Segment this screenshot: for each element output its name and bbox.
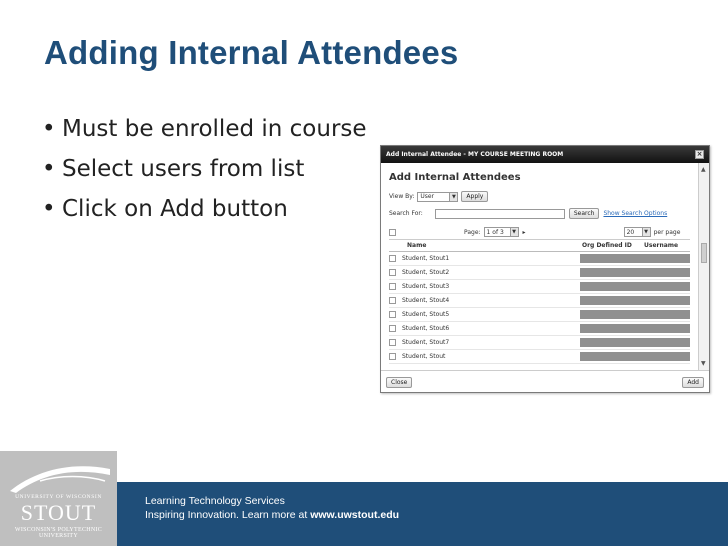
logo-stout: STOUT [20, 500, 97, 525]
next-page-icon[interactable]: ▸ [522, 228, 526, 236]
row-checkbox[interactable] [389, 339, 396, 346]
table-row[interactable]: Student, Stout [389, 350, 690, 364]
footer-tagline: Inspiring Innovation. Learn more at www.uwstout.edu [145, 509, 400, 521]
close-button[interactable]: Close [386, 377, 412, 388]
bullet-list [42, 112, 372, 232]
search-input[interactable] [435, 209, 565, 219]
footer-band [117, 482, 728, 546]
scroll-down-icon[interactable]: ▼ [701, 360, 706, 367]
table-row[interactable]: Student, Stout4 [389, 294, 690, 308]
chevron-down-icon: ▼ [642, 228, 650, 236]
add-attendee-dialog-screenshot [380, 145, 710, 393]
row-checkbox[interactable] [389, 255, 396, 262]
swoosh-logo-icon [0, 451, 117, 496]
table-row[interactable]: Student, Stout5 [389, 308, 690, 322]
org-id-cell [580, 282, 690, 291]
org-id-cell [580, 324, 690, 333]
row-checkbox[interactable] [389, 269, 396, 276]
scroll-thumb[interactable] [701, 243, 707, 263]
view-by-label: View By: [389, 193, 415, 200]
bullet-item: • Click on Add button [42, 196, 288, 222]
page-select[interactable]: 1 of 3 ▼ [484, 227, 519, 237]
search-for-label: Search For: [389, 210, 423, 217]
org-id-cell [580, 338, 690, 347]
page-label: Page: [464, 228, 481, 236]
table-row[interactable]: Student, Stout7 [389, 336, 690, 350]
table-row[interactable]: Student, Stout6 [389, 322, 690, 336]
dialog-scrollbar[interactable] [698, 163, 709, 370]
row-checkbox[interactable] [389, 283, 396, 290]
close-icon[interactable]: × [696, 150, 703, 158]
column-name[interactable]: Name [407, 242, 427, 249]
row-checkbox[interactable] [389, 353, 396, 360]
org-id-cell [580, 310, 690, 319]
row-checkbox[interactable] [389, 325, 396, 332]
column-org-id[interactable]: Org Defined ID [582, 242, 632, 249]
org-id-cell [580, 268, 690, 277]
org-id-cell [580, 352, 690, 361]
bullet-item: • Select users from list [42, 156, 305, 182]
row-checkbox[interactable] [389, 297, 396, 304]
dialog-title: Add Internal Attendee - MY COURSE MEETING ROOM [386, 151, 564, 158]
dialog-heading: Add Internal Attendees [389, 172, 521, 183]
row-checkbox[interactable] [389, 311, 396, 318]
per-page-label: per page [653, 228, 681, 236]
add-button[interactable]: Add [682, 377, 704, 388]
footer-department: Learning Technology Services [145, 495, 285, 507]
org-id-cell [580, 254, 690, 263]
search-button[interactable]: Search [569, 208, 600, 219]
table-header [389, 240, 690, 252]
table-row[interactable]: Student, Stout3 [389, 280, 690, 294]
logo-tagline: WISCONSIN'S POLYTECHNIC UNIVERSITY [14, 527, 103, 539]
footer-url[interactable]: www.uwstout.edu [310, 509, 400, 521]
university-logo [0, 451, 117, 546]
view-by-select[interactable]: User ▼ [417, 192, 458, 202]
dialog-titlebar [381, 146, 709, 163]
chevron-down-icon: ▼ [449, 193, 457, 201]
table-row[interactable]: Student, Stout2 [389, 266, 690, 280]
chevron-down-icon: ▼ [510, 228, 518, 236]
table-row[interactable]: Student, Stout1 [389, 252, 690, 266]
org-id-cell [580, 296, 690, 305]
apply-button[interactable]: Apply [461, 191, 488, 202]
pager-bar [389, 227, 690, 240]
bullet-item: • Must be enrolled in course [42, 116, 367, 142]
dialog-footer [381, 370, 709, 392]
select-all-checkbox[interactable] [389, 229, 396, 236]
column-username[interactable]: Username [644, 242, 679, 249]
scroll-up-icon[interactable]: ▲ [701, 166, 706, 173]
slide-title: Adding Internal Attendees [44, 34, 459, 71]
logo-university: UNIVERSITY OF WISCONSIN [15, 494, 102, 500]
show-search-options-link[interactable]: Show Search Options [603, 210, 668, 217]
attendee-table [389, 252, 690, 364]
per-page-select[interactable]: 20 ▼ [624, 227, 651, 237]
